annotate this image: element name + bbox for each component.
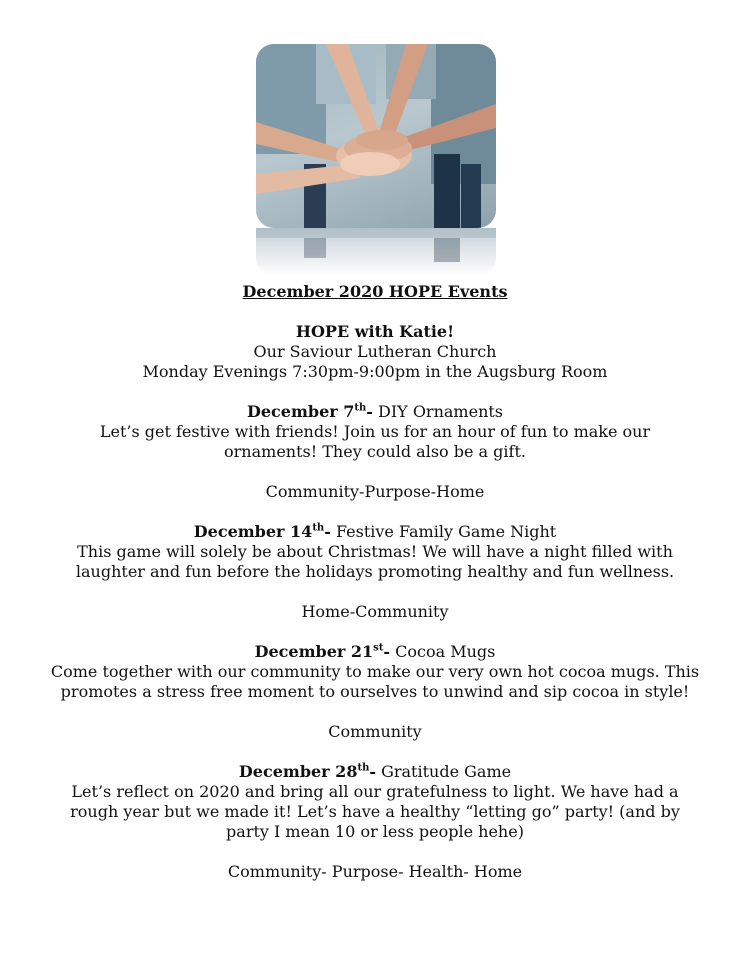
event-date-ordinal: th [354,402,367,414]
event-dash: - [369,762,376,781]
event-date: December 28 [238,762,358,781]
event-dash: - [366,402,373,421]
event-heading [20,522,730,542]
program-title: HOPE with Katie! [295,322,455,341]
image-reflection [256,228,496,276]
event-name: DIY Ornaments [378,402,504,421]
event-description: Let’s get festive with friends! Join us for an hour of fun to make our ornaments! They could also be a gift. [99,422,651,461]
stacked-hands-image [256,44,496,228]
program-location: Our Saviour Lutheran Church [253,342,497,361]
event-tags: Community-Purpose-Home [265,482,485,501]
program-schedule: Monday Evenings 7:30pm-9:00pm in the Augsburg Room [142,362,608,381]
reflection-shapes [256,228,496,276]
events-flyer-text [20,282,730,882]
page-title: December 2020 HOPE Events [242,282,508,301]
event-dash: - [324,522,331,541]
event-date: December 21 [254,642,374,661]
event-date-ordinal: st [373,642,384,654]
header-photo [256,44,496,276]
event-name: Cocoa Mugs [395,642,496,661]
event-date: December 7 [246,402,355,421]
event-tags: Home-Community [301,602,449,621]
event-description: This game will solely be about Christmas! We will have a night filled with laughter and fun before the holidays promoting healthy and fun wellness. [75,542,675,581]
event-name: Festive Family Game Night [335,522,557,541]
event-date-ordinal: th [357,762,370,774]
event-description: Let’s reflect on 2020 and bring all our gratefulness to light. We have had a rough year but we made it! Let’s have a healthy “letting go” party! (and by party I mean 10 or less people hehe) [70,782,680,841]
event-dash: - [383,642,391,661]
event-description: Come together with our community to make our very own hot cocoa mugs. This promotes a stress free moment to ourselves to unwind and sip cocoa in style! [50,662,700,701]
event-heading [20,402,730,422]
stacked-hands-illustration [256,44,496,228]
event-date: December 14 [193,522,313,541]
event-tags: Community [328,722,422,741]
event-name: Gratitude Game [381,762,512,781]
event-date-ordinal: th [312,522,325,534]
event-heading [20,642,730,662]
event-tags: Community- Purpose- Health- Home [227,862,523,881]
event-heading [20,762,730,782]
